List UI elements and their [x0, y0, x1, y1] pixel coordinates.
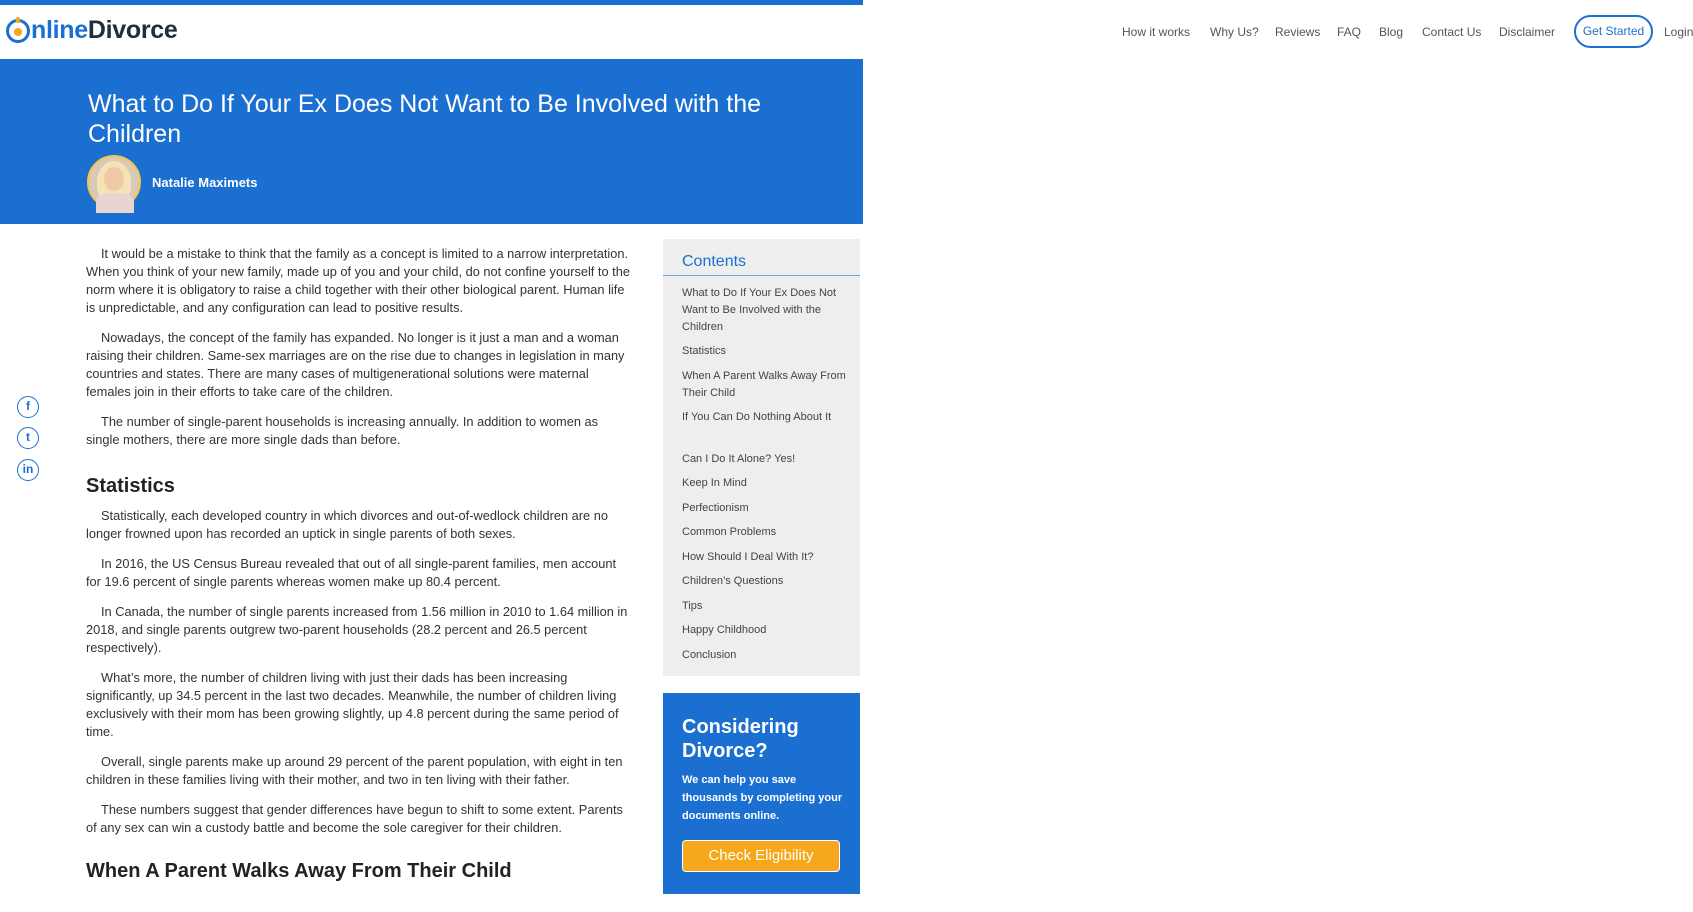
- section-heading-walks-away: When A Parent Walks Away From Their Child: [86, 860, 512, 882]
- promo-title: Considering Divorce?: [682, 716, 799, 762]
- toc-item[interactable]: When A Parent Walks Away From Their Child: [682, 370, 846, 399]
- nav-login[interactable]: Login: [1664, 25, 1693, 39]
- page-title: What to Do If Your Ex Does Not Want to Be Involved with the Children: [88, 90, 762, 148]
- nav-how-it-works[interactable]: How it works: [1122, 25, 1191, 39]
- logo-text-part2: Divorce: [87, 16, 178, 44]
- toc-item[interactable]: Can I Do It Alone? Yes!: [682, 453, 796, 465]
- facebook-icon[interactable]: f: [17, 396, 39, 418]
- promo-text: We can help you save thousands by completing your documents online.: [682, 774, 843, 822]
- toc-item[interactable]: What to Do If Your Ex Does Not Want to Be Involved with the Children: [682, 287, 837, 333]
- author-name[interactable]: Natalie Maximets: [152, 175, 258, 190]
- toc-item[interactable]: Conclusion: [682, 649, 737, 661]
- toc-item[interactable]: Happy Childhood: [682, 624, 767, 636]
- site-logo[interactable]: [6, 16, 177, 45]
- article-paragraph: Nowadays, the concept of the family has expanded. No longer is it just a man and a woman raising their children. Same-sex marriages are on the rise due to changes in legislation in many countries and states. There are many cases of multigenerational solutions were maternal females join in their efforts to take care of the children.: [86, 330, 625, 399]
- article-hero: [0, 59, 863, 224]
- nav-blog[interactable]: Blog: [1379, 25, 1404, 39]
- article-body: [86, 244, 634, 883]
- nav-why-us[interactable]: Why Us?: [1210, 25, 1259, 39]
- toc-item[interactable]: How Should I Deal With It?: [682, 551, 814, 563]
- toc-item[interactable]: Statistics: [682, 345, 727, 357]
- get-started-button[interactable]: Get Started: [1574, 15, 1653, 48]
- nav-reviews[interactable]: Reviews: [1275, 25, 1321, 39]
- toc-item[interactable]: Tips: [682, 600, 703, 612]
- toc-item[interactable]: Perfectionism: [682, 502, 749, 514]
- article-paragraph: The number of single-parent households is increasing annually. In addition to women as single mothers, there are more single dads than before.: [86, 414, 599, 447]
- table-of-contents: [663, 239, 860, 676]
- article-paragraph: Statistically, each developed country in which divorces and out-of-wedlock children are no longer frowned upon has recorded an uptick in single parents of both sexes.: [86, 508, 608, 541]
- nav-faq[interactable]: FAQ: [1337, 25, 1362, 39]
- logo-coin-icon: [6, 19, 30, 43]
- toc-divider: [663, 275, 860, 276]
- toc-item[interactable]: Keep In Mind: [682, 477, 747, 489]
- toc-item[interactable]: Common Problems: [682, 526, 777, 538]
- author-avatar[interactable]: [87, 155, 141, 209]
- article-paragraph: What’s more, the number of children living with just their dads has been increasing significantly, up 34.5 percent in the last two decades. Meanwhile, the number of children living exclusively with their mom has been growing slightly, up 4.8 percent during the same period of time.: [86, 670, 619, 739]
- article-paragraph: Overall, single parents make up around 29 percent of the parent population, with eight in ten children in these families living with their mother, and two in ten living with their father.: [86, 754, 623, 787]
- nav-contact-us[interactable]: Contact Us: [1422, 25, 1482, 39]
- nav-disclaimer[interactable]: Disclaimer: [1499, 25, 1556, 39]
- article-paragraph: In Canada, the number of single parents increased from 1.56 million in 2010 to 1.64 million in 2018, and single parents outgrew two-parent households (28.2 percent and 26.5 percent respectively).: [86, 604, 628, 655]
- section-heading-statistics: Statistics: [86, 475, 175, 497]
- toc-item[interactable]: Children’s Questions: [682, 575, 784, 587]
- toc-item[interactable]: If You Can Do Nothing About It: [682, 411, 832, 423]
- logo-text-part1: nline: [31, 16, 88, 44]
- site-header: [0, 5, 1693, 59]
- twitter-icon[interactable]: t: [17, 427, 39, 449]
- article-paragraph: It would be a mistake to think that the family as a concept is limited to a narrow interpretation. When you think of your new family, made up of you and your child, do not confine yourself to the norm where it is obligatory to raise a child together with their other biological parent. Human life is unpredictable, and any configuration can lead to positive results.: [86, 246, 630, 315]
- toc-title: Contents: [682, 253, 747, 270]
- considering-divorce-promo: [663, 693, 860, 894]
- article-paragraph: In 2016, the US Census Bureau revealed that out of all single-parent families, men account for 19.6 percent of single parents whereas women make up 80.4 percent.: [86, 556, 617, 589]
- linkedin-icon[interactable]: in: [17, 459, 39, 481]
- check-eligibility-button[interactable]: Check Eligibility: [682, 840, 840, 872]
- article-paragraph: These numbers suggest that gender differences have begun to shift to some extent. Parents of any sex can win a custody battle and become the sole caregiver for their children.: [86, 802, 623, 835]
